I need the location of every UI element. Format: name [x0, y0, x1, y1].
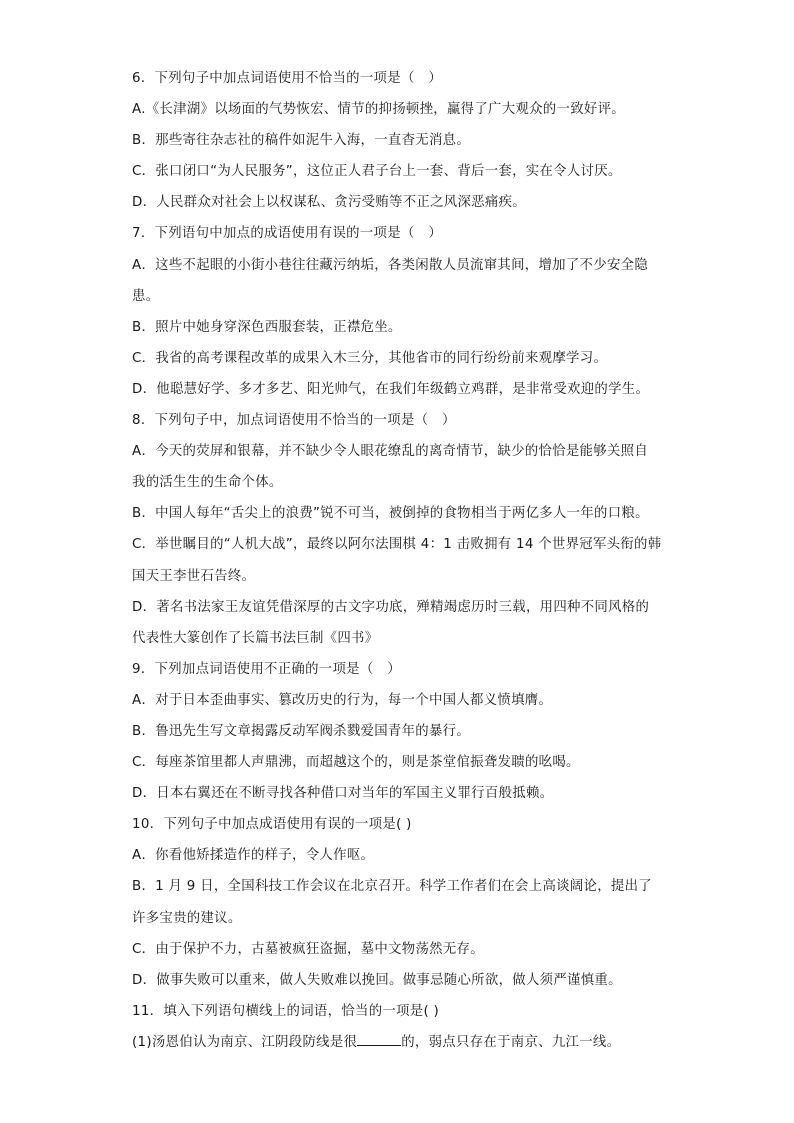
question-6-option-d: D．人民群众对社会上以权谋私、贪污受贿等不正之风深恶痛疾。	[132, 195, 526, 211]
sentence-1-after: 的，弱点只存在于南京、九江一线。	[401, 1034, 621, 1050]
question-11-sentence-1	[132, 1027, 664, 1058]
question-9-option-c: C．每座茶馆里都人声鼎沸，而超越这个的，则是茶堂倌振聋发聩的吆喝。	[132, 755, 580, 771]
question-7-stem: 7．下列语句中加点的成语使用有误的一项是（ ）	[132, 226, 443, 242]
question-10-option-b: B．1 月 9 日，全国科技工作会议在北京召开。科学工作者们在会上高谈阔论，提出了	[132, 879, 652, 895]
question-7-option-c: C．我省的高考课程改革的成果入木三分，其他省市的同行纷纷前来观摩学习。	[132, 350, 608, 366]
question-6-option-c: C．张口闭口“为人民服务”，这位正人君子台上一套、背后一套，实在令人讨厌。	[132, 164, 622, 180]
question-8-option-b: B．中国人每年“舌尖上的浪费”锐不可当，被倒掉的食物相当于两亿多人一年的口粮。	[132, 506, 649, 522]
sentence-1-before: (1)汤恩伯认为南京、江阴段防线是很	[132, 1034, 358, 1050]
fill-in-blank	[357, 1031, 401, 1046]
question-10-option-a: A．你看他矫揉造作的样子，令人作呕。	[132, 848, 375, 864]
question-6-option-b: B．那些寄往杂志社的稿件如泥牛入海，一直杳无消息。	[132, 133, 471, 149]
question-8-option-c: C．举世瞩目的“人机大战”，最终以阿尔法围棋 4：1 击败拥有 14 个世界冠军头衔的韩	[132, 537, 662, 553]
question-8-option-d-cont: 代表性大篆创作了长篇书法巨制《四书》	[132, 630, 379, 646]
question-8-option-a-cont: 我的活生生的生命个体。	[132, 475, 283, 491]
question-7-option-b: B．照片中她身穿深色西服套装，正襟危坐。	[132, 319, 402, 335]
question-9-stem: 9．下列加点词语使用不正确的一项是（ ）	[132, 661, 401, 677]
question-9-option-a: A．对于日本歪曲事实、篡改历史的行为，每一个中国人都义愤填膺。	[132, 692, 553, 708]
question-8-option-a: A．今天的荧屏和银幕，并不缺少令人眼花缭乱的离奇情节，缺少的恰恰是能够关照自	[132, 444, 649, 460]
question-9-option-b: B．鲁迅先生写文章揭露反动军阀杀戮爱国青年的暴行。	[132, 723, 471, 739]
question-10-option-d: D．做事失败可以重来，做人失败难以挽回。做事忌随心所欲，做人须严谨慎重。	[132, 972, 622, 988]
question-10-option-c: C．由于保护不力，古墓被疯狂盗掘，墓中文物荡然无存。	[132, 941, 484, 957]
question-8-stem: 8．下列句子中，加点词语使用不恰当的一项是（ ）	[132, 413, 456, 429]
question-8-option-d: D．著名书法家王友谊凭借深厚的古文字功底，殚精竭虑历时三载，用四种不同风格的	[132, 599, 650, 615]
question-10-option-b-cont: 许多宝贵的建议。	[132, 910, 242, 926]
question-6-stem: 6．下列句子中加点词语使用不恰当的一项是（ ）	[132, 71, 443, 86]
question-10-stem: 10．下列句子中加点成语使用有误的一项是( )	[132, 817, 412, 833]
question-6-option-a: A.《长津湖》以场面的气势恢宏、情节的抑扬顿挫，赢得了广大观众的一致好评。	[132, 102, 625, 118]
question-7-option-a-cont: 患。	[132, 288, 160, 304]
question-9-option-d: D．日本右翼还在不断寻找各种借口对当年的军国主义罪行百般抵赖。	[132, 786, 554, 802]
question-8-option-c-cont: 国天王李世石告终。	[132, 568, 256, 584]
question-list	[132, 63, 664, 1058]
question-7-option-d: D．他聪慧好学、多才多艺、阳光帅气，在我们年级鹤立鸡群，是非常受欢迎的学生。	[132, 381, 650, 397]
question-11-stem: 11．填入下列语句横线上的词语，恰当的一项是( )	[132, 1003, 440, 1019]
question-7-option-a: A．这些不起眼的小街小巷往往藏污纳垢，各类闲散人员流窜其间，增加了不少安全隐	[132, 257, 649, 273]
